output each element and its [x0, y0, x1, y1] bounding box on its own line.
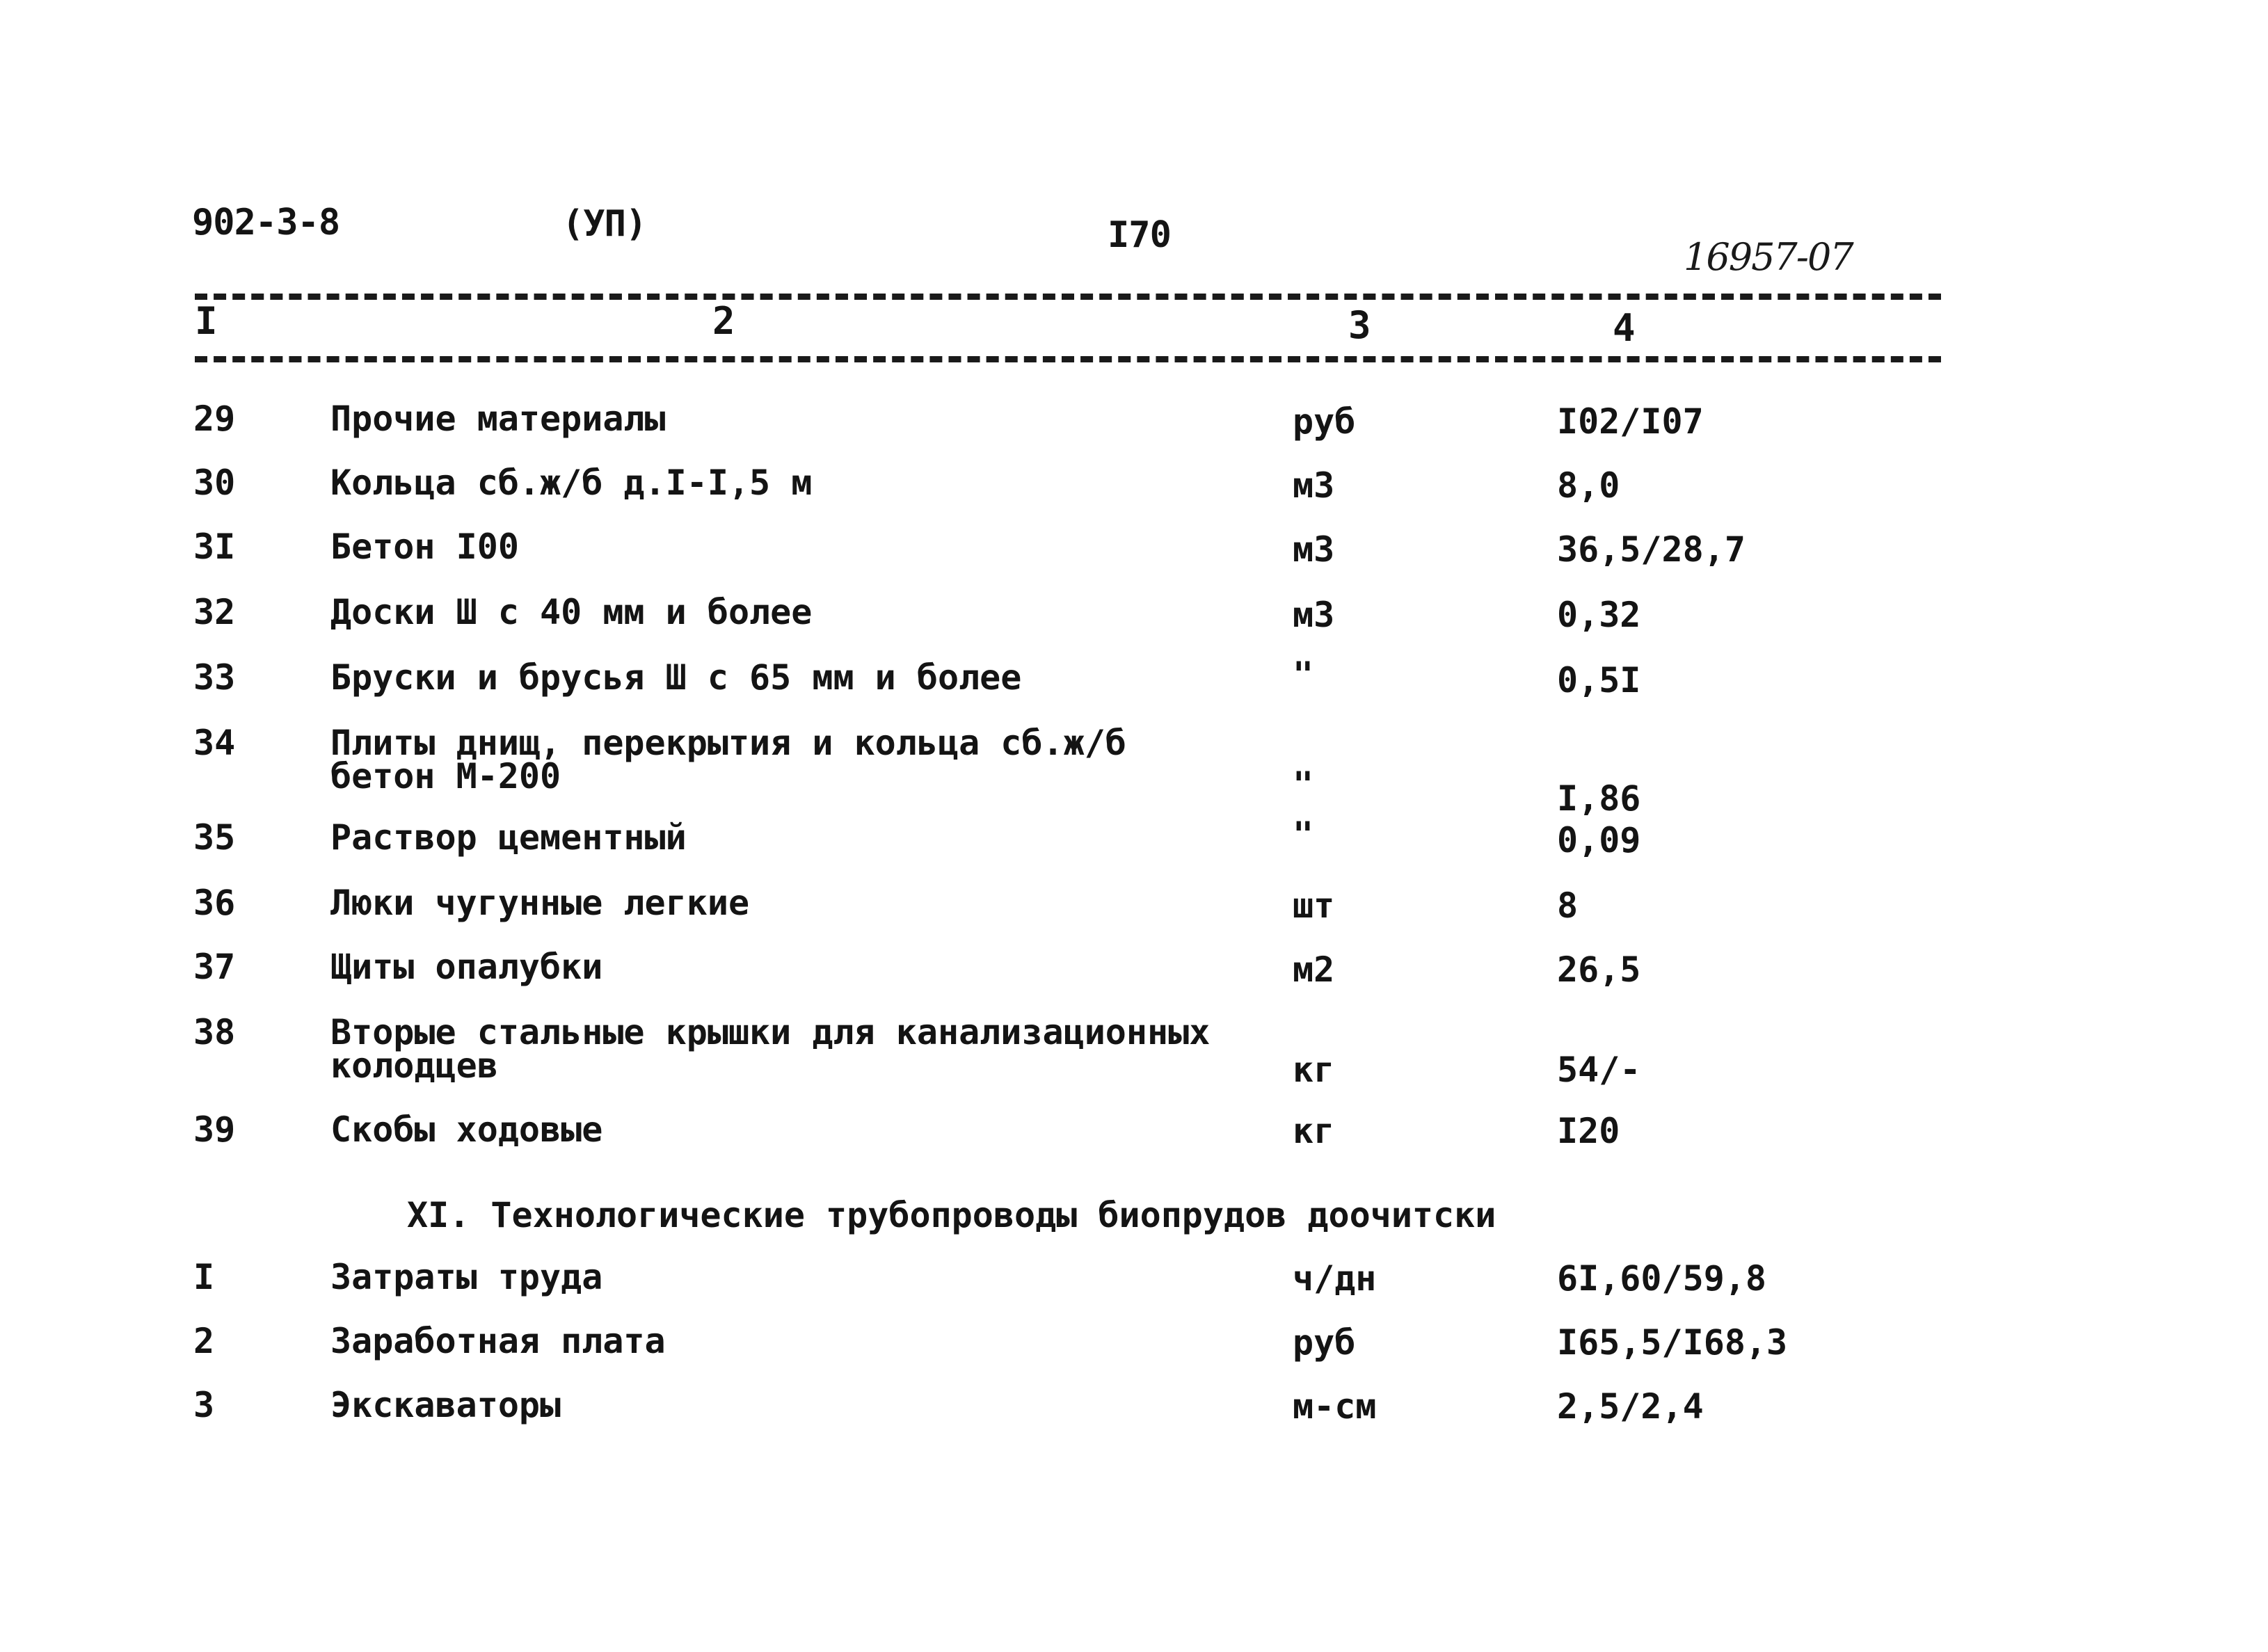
row-number: 35 [193, 817, 236, 858]
column-number-2: 2 [712, 299, 735, 343]
row-number: 30 [193, 463, 236, 503]
page-number: I70 [1108, 214, 1171, 256]
row-unit: м3 [1293, 465, 1335, 506]
row-number: 3 [193, 1385, 215, 1425]
row-unit: " [1293, 764, 1314, 805]
row-value: 8 [1557, 885, 1579, 926]
row-name: Экскаваторы [330, 1385, 561, 1425]
row-unit: кг [1293, 1111, 1335, 1151]
row-unit: ч/дн [1293, 1258, 1377, 1299]
row-value: I20 [1557, 1111, 1620, 1151]
row-unit: м3 [1293, 595, 1335, 635]
row-name: Люки чугунные легкие [330, 883, 750, 923]
row-name: Бетон I00 [330, 527, 519, 567]
row-number: 32 [193, 592, 236, 632]
row-unit: руб [1293, 401, 1356, 442]
row-name: Раствор цементный [330, 817, 687, 858]
row-unit: м2 [1293, 949, 1335, 990]
row-number: 29 [193, 399, 236, 439]
row-unit: " [1293, 815, 1314, 855]
row-name: Вторые стальные крышки для канализационных колодцев [330, 1012, 1211, 1086]
row-value: I,86 [1557, 778, 1641, 819]
row-number: 37 [193, 947, 236, 987]
section-title: XI. Технологические трубопроводы биопрудов доочитски [407, 1195, 1496, 1235]
row-name: Плиты днищ, перекрытия и кольца сб.ж/б бетон М-200 [330, 723, 1126, 796]
row-value: 26,5 [1557, 949, 1641, 990]
row-value: 6I,60/59,8 [1557, 1258, 1767, 1299]
row-number: 39 [193, 1109, 236, 1150]
row-unit: м-см [1293, 1386, 1377, 1427]
row-value: 0,32 [1557, 595, 1641, 635]
row-value: 0,5I [1557, 660, 1641, 700]
row-value: 2,5/2,4 [1557, 1386, 1704, 1427]
row-number: I [193, 1257, 215, 1297]
table-header-rule [195, 356, 1941, 362]
row-value: I65,5/I68,3 [1557, 1322, 1788, 1363]
inventory-number: 16957-07 [1684, 235, 1853, 279]
row-value: 54/- [1557, 1050, 1641, 1090]
row-name: Кольца сб.ж/б д.I-I,5 м [330, 463, 813, 503]
row-unit: руб [1293, 1322, 1356, 1363]
row-number: 38 [193, 1012, 236, 1052]
row-name: Доски Ш с 40 мм и более [330, 592, 813, 632]
doc-code: 902-3-8 [192, 202, 340, 243]
column-number-3: 3 [1348, 303, 1371, 347]
album-code: (УП) [562, 203, 647, 245]
row-name: Бруски и брусья Ш с 65 мм и более [330, 657, 1022, 698]
column-number-1: I [195, 299, 218, 343]
row-value: I02/I07 [1557, 401, 1704, 442]
row-unit: " [1293, 655, 1314, 695]
column-number-4: 4 [1613, 306, 1636, 350]
row-value: 8,0 [1557, 465, 1620, 506]
row-number: 36 [193, 883, 236, 923]
row-unit: кг [1293, 1050, 1335, 1090]
row-value: 0,09 [1557, 820, 1641, 860]
table-top-rule [195, 294, 1941, 300]
row-name: Затраты труда [330, 1257, 603, 1297]
row-number: 2 [193, 1321, 215, 1361]
row-name: Заработная плата [330, 1321, 666, 1361]
row-value: 36,5/28,7 [1557, 529, 1746, 570]
row-number: 3I [193, 527, 236, 567]
row-unit: м3 [1293, 529, 1335, 570]
row-name: Щиты опалубки [330, 947, 603, 987]
row-number: 33 [193, 657, 236, 698]
row-number: 34 [193, 723, 236, 763]
row-name: Скобы ходовые [330, 1109, 603, 1150]
row-unit: шт [1293, 885, 1335, 926]
row-name: Прочие материалы [330, 399, 666, 439]
